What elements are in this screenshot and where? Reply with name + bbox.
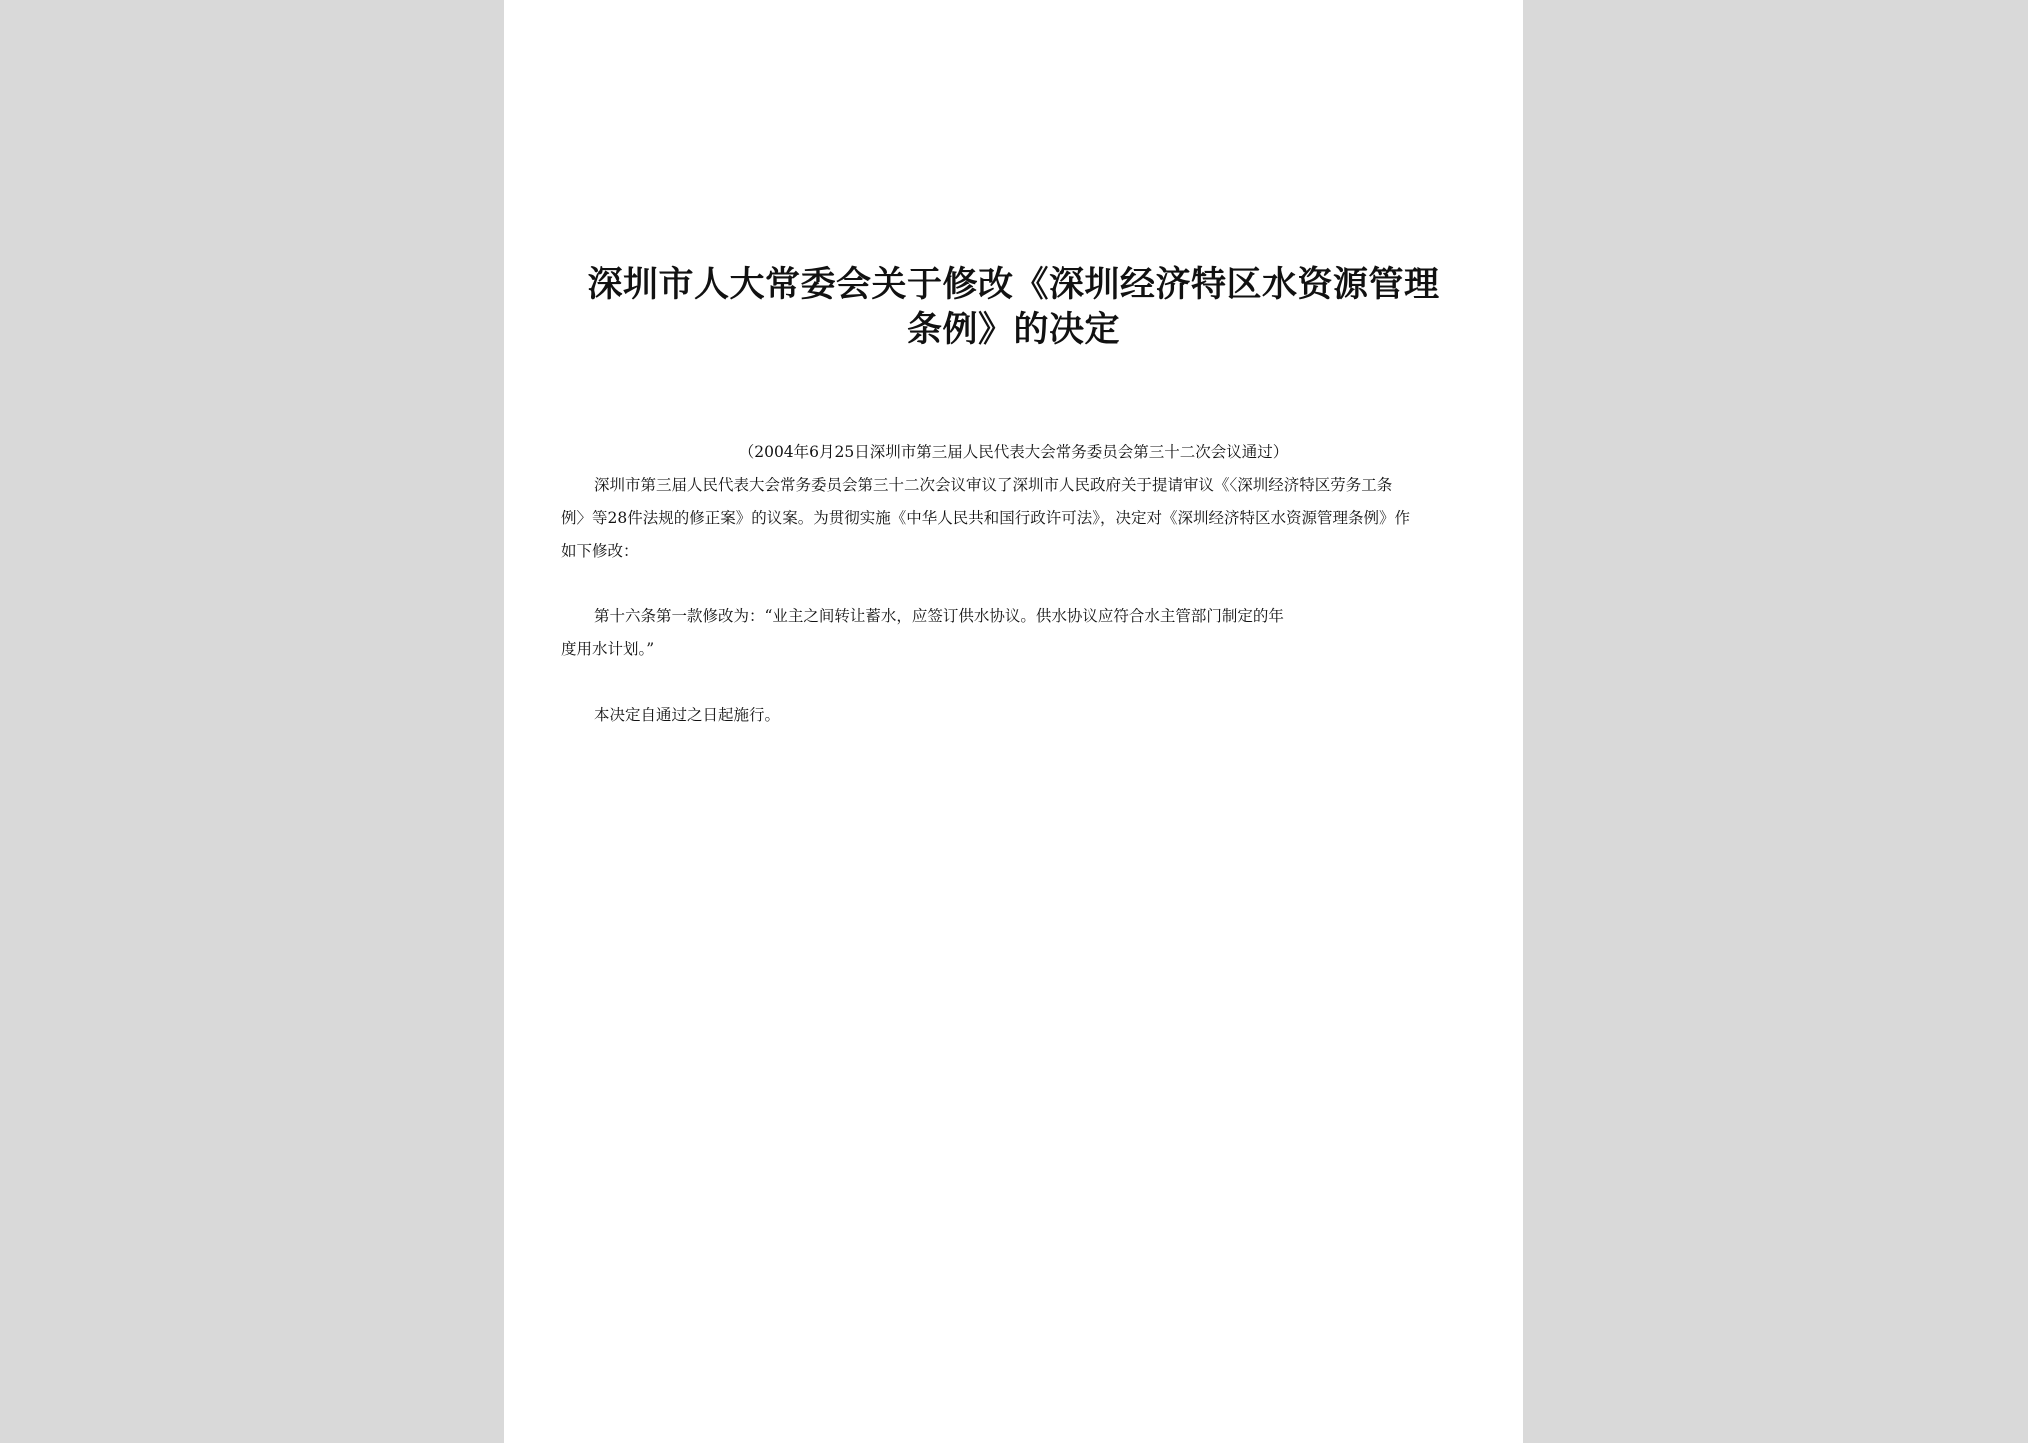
paragraph-1-line-1: 深圳市第三届人民代表大会常务委员会第三十二次会议审议了深圳市人民政府关于提请审议《〈深圳经济特区劳务工条 bbox=[594, 476, 1393, 494]
adoption-note: （2004年6月25日深圳市第三届人民代表大会常务委员会第三十二次会议通过） bbox=[738, 443, 1289, 461]
paragraph-2-line-2: 度用水计划。” bbox=[561, 640, 655, 658]
title-line-2: 条例》的决定 bbox=[906, 309, 1120, 350]
paragraph-3-line-1: 本决定自通过之日起施行。 bbox=[594, 706, 781, 724]
paragraph-1-line-2: 例〉等28件法规的修正案》的议案。为贯彻实施《中华人民共和国行政许可法》，决定对《深圳经济特区水资源管理条例》作 bbox=[561, 509, 1410, 527]
title-line-1: 深圳市人大常委会关于修改《深圳经济特区水资源管理 bbox=[587, 264, 1440, 305]
paragraph-2-line-1: 第十六条第一款修改为：“业主之间转让蓄水，应签订供水协议。供水协议应符合水主管部门制定的年 bbox=[594, 607, 1284, 625]
paragraph-1-line-3: 如下修改： bbox=[561, 542, 639, 560]
document-title bbox=[504, 262, 1523, 352]
document-page bbox=[504, 0, 1523, 1443]
